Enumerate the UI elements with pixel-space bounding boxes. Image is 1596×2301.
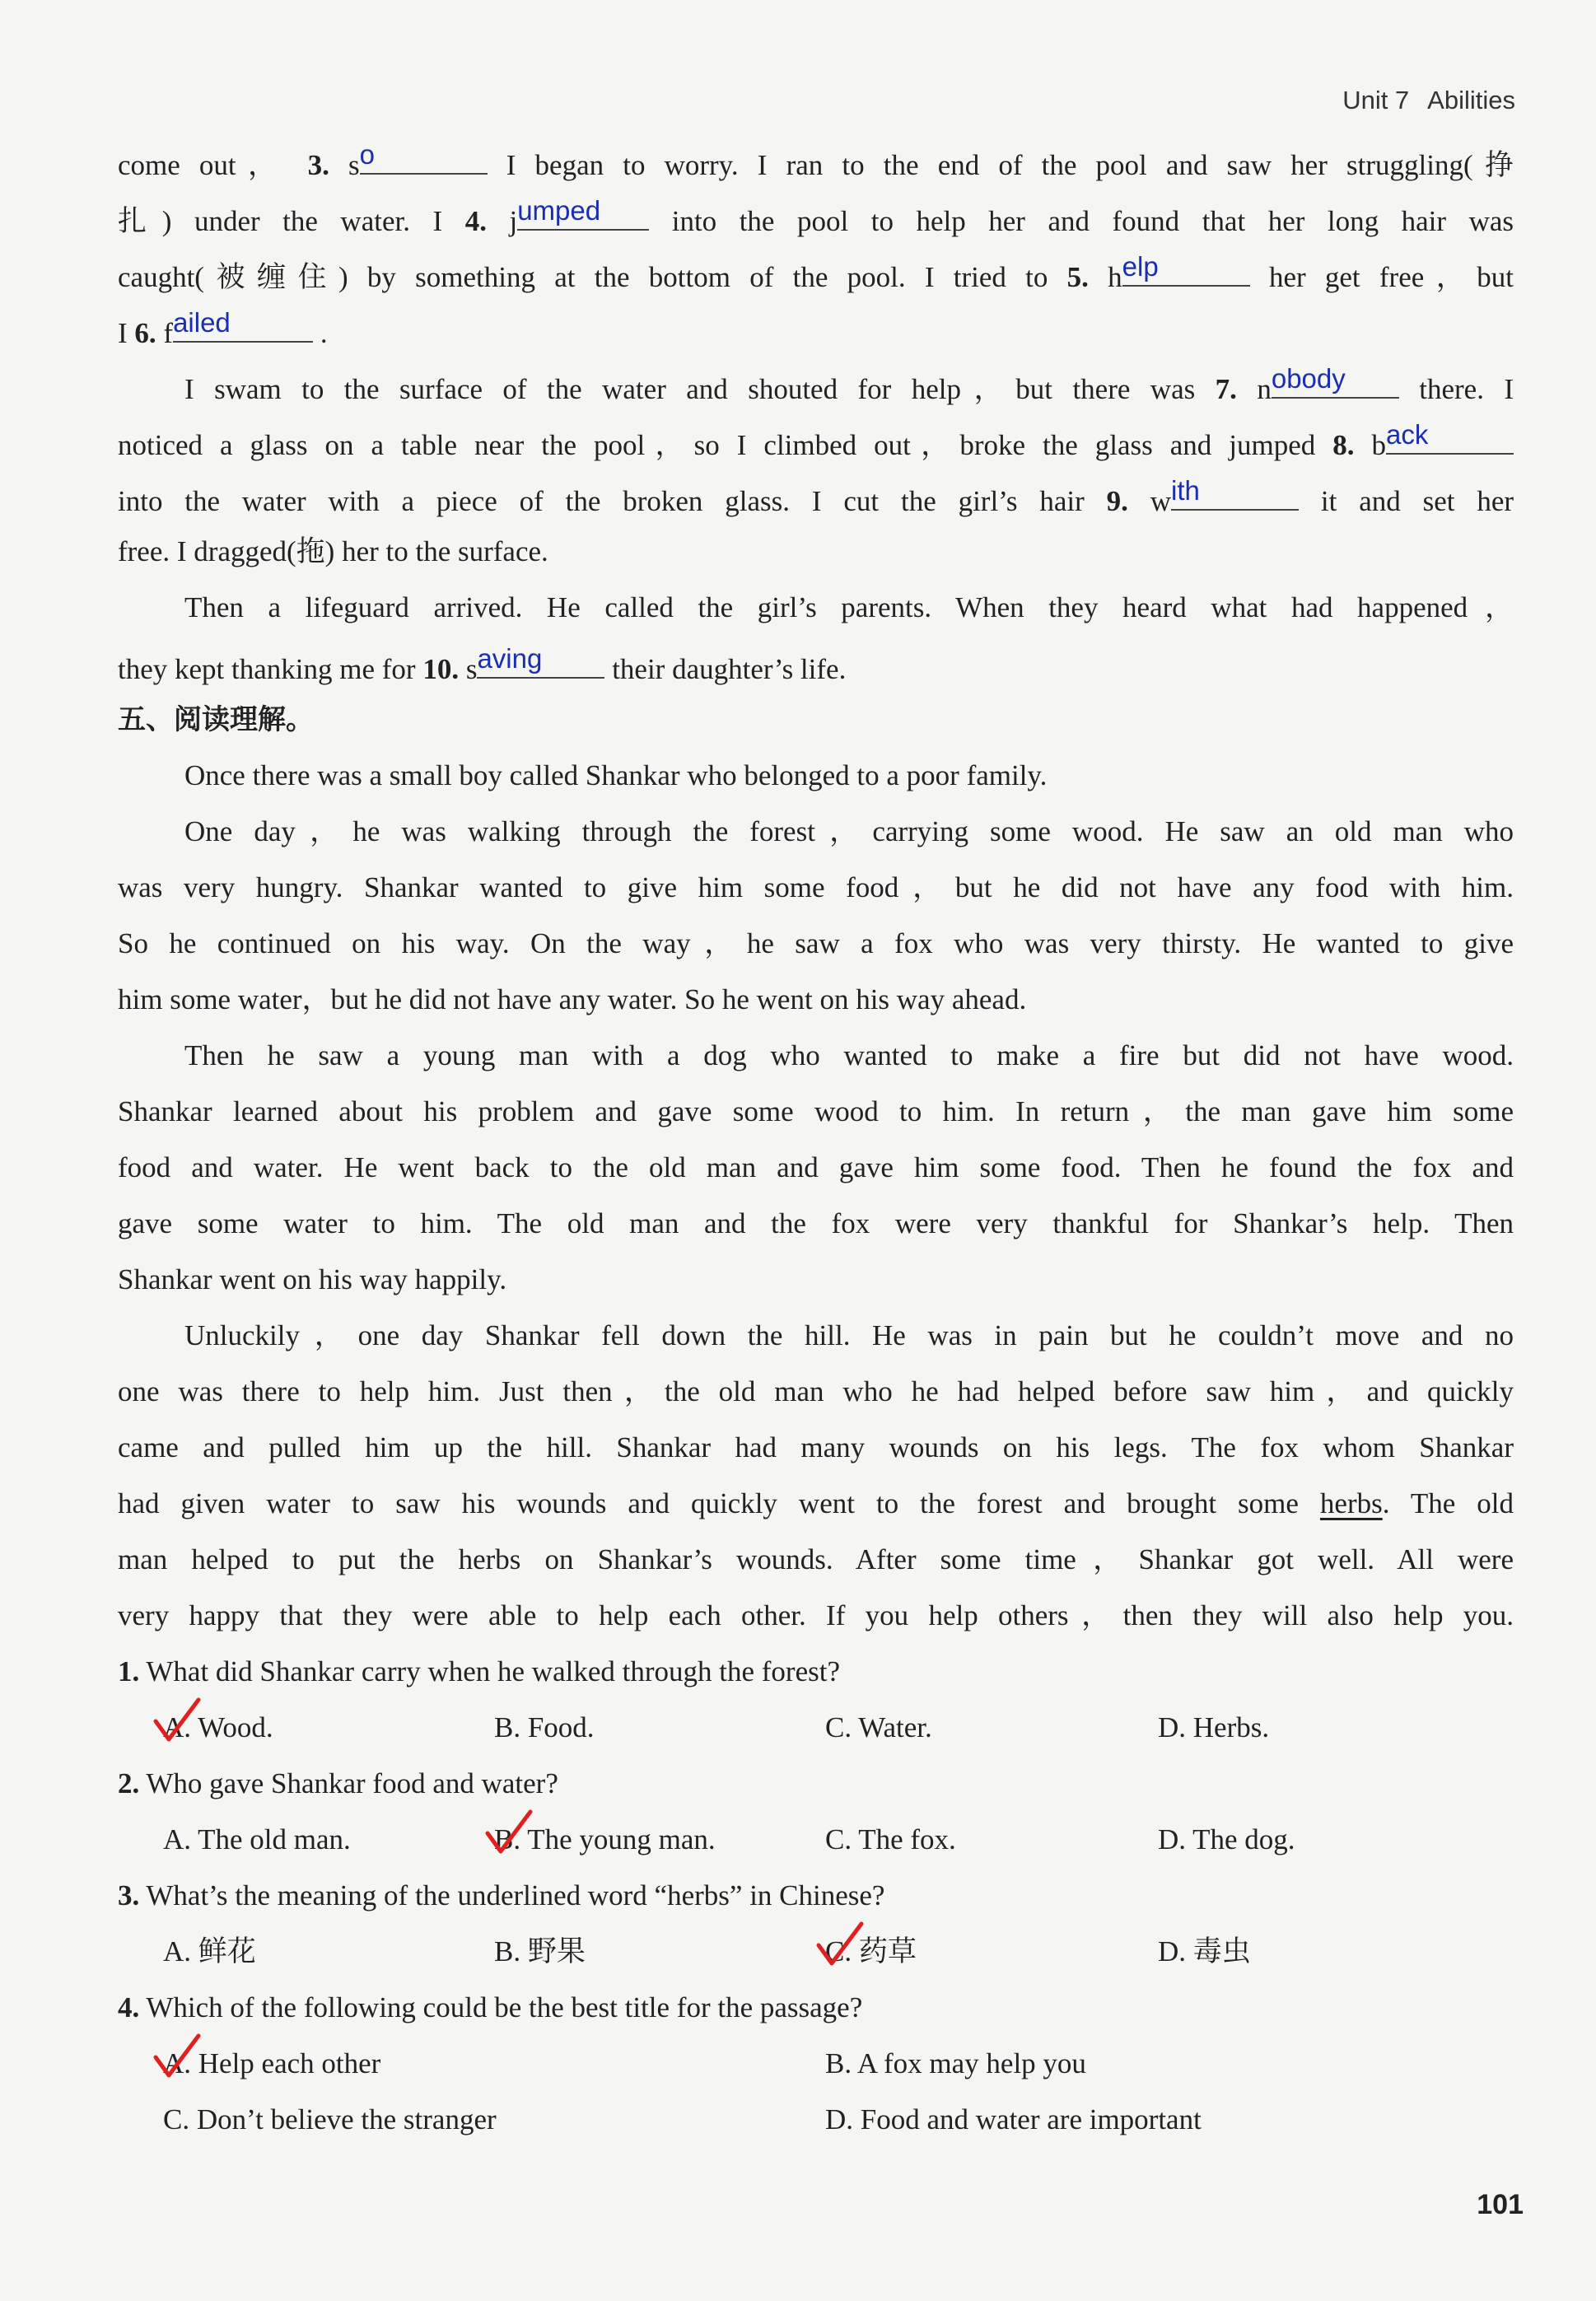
text: .: [320, 317, 328, 349]
q3-option-a[interactable]: A. 鲜花: [163, 1935, 256, 1967]
question-number: 3.: [118, 1879, 140, 1911]
q4-option-a[interactable]: A. Help each other: [163, 2047, 381, 2079]
q2-option-c[interactable]: C. The fox.: [825, 1823, 956, 1855]
blank-number: 9.: [1106, 485, 1128, 517]
text: I swam to the surface of the water and shouted for help，but there was: [184, 373, 1196, 405]
question-4: [118, 1991, 1514, 2024]
cloze-line-8: free. I dragged(拖) her to the surface.: [118, 535, 548, 567]
passage-line: gave some water to him. The old man and the fox were very thankful for Shankar’s help. Then: [118, 1207, 1514, 1239]
question-3: [118, 1879, 1514, 1912]
passage-line: Shankar went on his way happily.: [118, 1263, 507, 1295]
text: noticed a glass on a table near the pool，so I climbed out，broke the glass and jumped: [118, 429, 1316, 461]
question-2: [118, 1767, 1514, 1800]
text: her get free，but: [1268, 261, 1514, 293]
answer-10: aving: [477, 643, 543, 674]
cloze-line-6: [118, 419, 1514, 462]
question-text: What did Shankar carry when he walked through the forest?: [146, 1655, 840, 1687]
blank-number: 4.: [464, 205, 487, 237]
check-mark-icon: [484, 1809, 534, 1858]
blank-number: 3.: [307, 149, 329, 181]
question-number: 4.: [118, 1991, 140, 2023]
q2-option-a[interactable]: A. The old man.: [163, 1823, 351, 1855]
text: . The old: [1382, 1487, 1514, 1519]
blank-6[interactable]: [173, 307, 313, 343]
page-number: 101: [1477, 2189, 1524, 2220]
answer-7: obody: [1271, 363, 1346, 394]
passage-line: came and pulled him up the hill. Shankar had many wounds on his legs. The fox whom Shankar: [118, 1431, 1514, 1463]
blank-number: 10.: [422, 653, 460, 685]
passage-line: one was there to help him. Just then，the old man who he had helped before saw him，and quickly: [118, 1375, 1514, 1407]
running-header: [1324, 86, 1515, 115]
blank-prefix: f: [163, 317, 174, 349]
question-number: 1.: [118, 1655, 140, 1687]
answer-5: elp: [1122, 251, 1159, 282]
text: come out，: [118, 149, 289, 181]
passage-line: food and water. He went back to the old man and gave him some food. Then he found the fox and: [118, 1151, 1514, 1183]
passage-line: One day，he was walking through the forest，carrying some wood. He saw an old man who: [184, 815, 1514, 847]
cloze-line-5: [184, 363, 1514, 406]
cloze-line-2: [118, 195, 1514, 238]
text: I: [118, 317, 128, 349]
blank-4[interactable]: [517, 195, 649, 231]
q1-option-b[interactable]: B. Food.: [494, 1711, 595, 1743]
passage-line: Shankar learned about his problem and gave some wood to him. In return，the man gave him some: [118, 1095, 1514, 1127]
text: had given water to saw his wounds and quickly went to the forest and brought some: [118, 1487, 1299, 1519]
text: 扎) under the water. I: [118, 205, 443, 237]
passage-line: Unluckily，one day Shankar fell down the hill. He was in pain but he couldn’t move and no: [184, 1319, 1514, 1351]
text: I began to worry. I ran to the end of the pool and saw her struggling(挣: [506, 149, 1514, 181]
blank-10[interactable]: [477, 643, 604, 679]
answer-3: o: [359, 139, 375, 170]
cloze-line-3: [118, 251, 1514, 294]
text: into the pool to help her and found that her long hair was: [671, 205, 1514, 237]
q3-option-c[interactable]: C. 药草: [825, 1935, 917, 1967]
check-mark-icon: [152, 2033, 202, 2082]
text: caught(被缠住) by something at the bottom of the pool. I tried to: [118, 261, 1048, 293]
q3-option-b[interactable]: B. 野果: [494, 1935, 586, 1967]
blank-prefix: s: [465, 653, 478, 685]
text: into the water with a piece of the broken glass. I cut the girl’s hair: [118, 485, 1085, 517]
blank-prefix: b: [1371, 429, 1387, 461]
passage-line: man helped to put the herbs on Shankar’s wounds. After some time，Shankar got well. All were: [118, 1543, 1514, 1575]
passage-line: Then he saw a young man with a dog who wanted to make a fire but did not have wood.: [184, 1039, 1514, 1071]
question-number: 2.: [118, 1767, 140, 1799]
blank-prefix: h: [1108, 261, 1122, 293]
check-mark-icon: [152, 1697, 202, 1746]
question-text: What’s the meaning of the underlined word “herbs” in Chinese?: [146, 1879, 885, 1911]
q4-option-c[interactable]: C. Don’t believe the stranger: [163, 2103, 497, 2135]
blank-9[interactable]: [1171, 475, 1299, 511]
cloze-line-1: [118, 139, 1514, 182]
blank-number: 7.: [1215, 373, 1237, 405]
q2-option-b[interactable]: B. The young man.: [494, 1823, 716, 1855]
answer-9: ith: [1171, 475, 1200, 506]
text: their daughter’s life.: [612, 653, 847, 685]
blank-number: 5.: [1066, 261, 1089, 293]
cloze-line-10: [118, 643, 1514, 686]
cloze-line-9: Then a lifeguard arrived. He called the girl’s parents. When they heard what had happened，: [184, 591, 1514, 623]
passage-line: him some water，but he did not have any water. So he went on his way ahead.: [118, 983, 1027, 1015]
q4-option-d[interactable]: D. Food and water are important: [825, 2103, 1202, 2135]
check-mark-icon: [815, 1921, 865, 1970]
answer-6: ailed: [173, 307, 231, 338]
q2-option-d[interactable]: D. The dog.: [1158, 1823, 1295, 1855]
blank-prefix: n: [1257, 373, 1272, 405]
text: they kept thanking me for: [118, 653, 416, 685]
passage-line: So he continued on his way. On the way，he saw a fox who was very thirsty. He wanted to give: [118, 927, 1514, 959]
blank-5[interactable]: [1122, 251, 1250, 287]
cloze-line-7: [118, 475, 1514, 518]
blank-prefix: s: [348, 149, 360, 181]
question-text: Who gave Shankar food and water?: [146, 1767, 558, 1799]
header-title: Abilities: [1427, 86, 1515, 114]
text: there. I: [1419, 373, 1514, 405]
blank-prefix: j: [509, 205, 518, 237]
blank-number: 8.: [1332, 429, 1355, 461]
blank-8[interactable]: [1386, 419, 1514, 455]
answer-4: umped: [517, 195, 601, 226]
cloze-line-4: [118, 307, 1514, 350]
q3-option-d[interactable]: D. 毒虫: [1158, 1935, 1251, 1967]
q4-option-b[interactable]: B. A fox may help you: [825, 2047, 1086, 2079]
passage-line: [118, 1487, 1514, 1520]
blank-prefix: w: [1150, 485, 1172, 517]
q1-option-a[interactable]: A. Wood.: [163, 1711, 273, 1743]
section-heading: 五、阅读理解。: [118, 703, 314, 736]
passage-line: very happy that they were able to help each other. If you help others，then they will also help you.: [118, 1599, 1514, 1631]
passage-line: Once there was a small boy called Shankar who belonged to a poor family.: [184, 759, 1048, 791]
blank-number: 6.: [134, 317, 156, 349]
question-text: Which of the following could be the best title for the passage?: [146, 1991, 863, 2023]
passage-line: was very hungry. Shankar wanted to give him some food，but he did not have any food with him.: [118, 871, 1514, 903]
blank-7[interactable]: [1271, 363, 1399, 399]
text: it and set her: [1320, 485, 1514, 517]
q1-option-c[interactable]: C. Water.: [825, 1711, 932, 1743]
blank-3[interactable]: [359, 139, 488, 175]
header-unit: Unit 7: [1342, 86, 1410, 114]
answer-8: ack: [1386, 419, 1429, 450]
q1-option-d[interactable]: D. Herbs.: [1158, 1711, 1270, 1743]
question-1: [118, 1655, 1514, 1688]
underlined-word-herbs: herbs: [1319, 1487, 1383, 1519]
